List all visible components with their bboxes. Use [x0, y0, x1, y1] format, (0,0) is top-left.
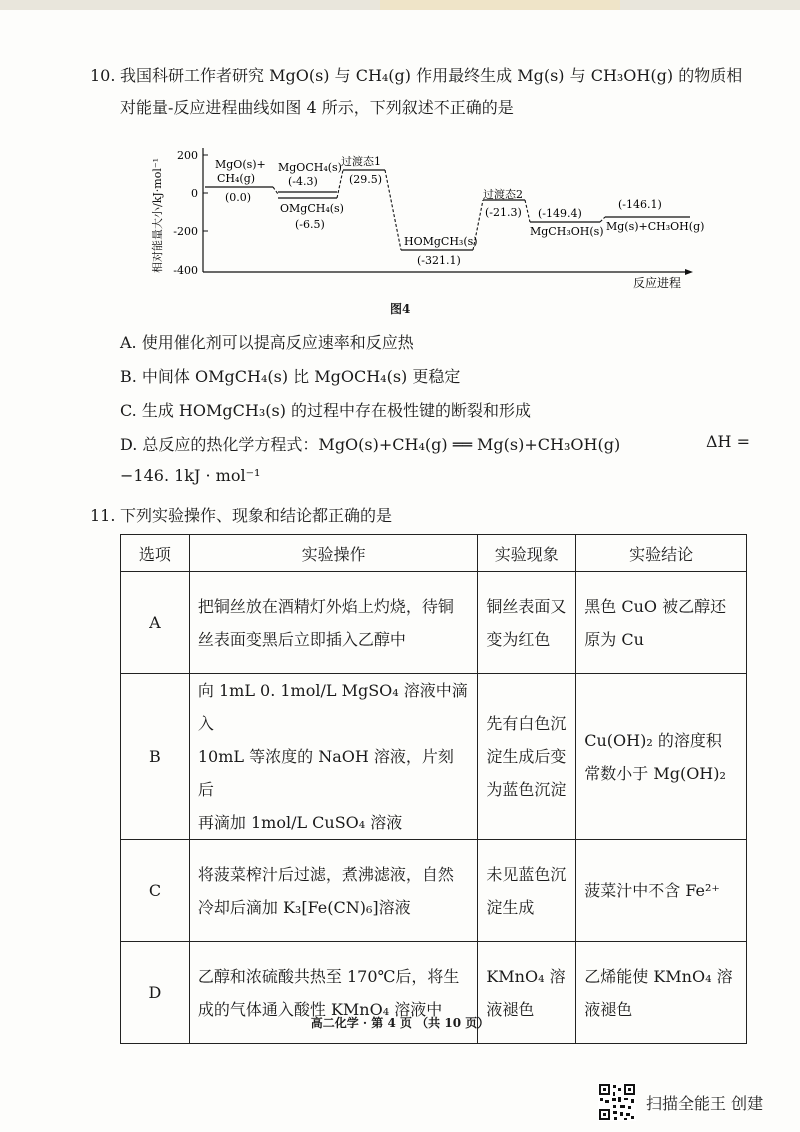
option-a: A. 使用催化剂可以提高反应速率和反应热 [120, 333, 414, 352]
level-value-omgch4: (-6.5) [295, 218, 325, 231]
level-label-homgch3: HOMgCH₃(s) [404, 235, 478, 248]
row-c-phenomenon: 未见蓝色沉 淀生成 [478, 840, 576, 942]
level-value-ts1: (29.5) [349, 173, 383, 186]
level-label-reactants: MgO(s)+ [215, 158, 266, 171]
row-d-option: D [121, 942, 190, 1044]
table-row [121, 572, 747, 674]
option-d-delta-h: ΔH = [706, 432, 750, 451]
header-conclusion: 实验结论 [576, 535, 747, 572]
level-label-products: Mg(s)+CH₃OH(g) [606, 220, 705, 233]
level-value-ts2: (-21.3) [485, 206, 522, 219]
row-a-operation: 把铜丝放在酒精灯外焰上灼烧，待铜 丝表面变黑后立即插入乙醇中 [189, 572, 477, 674]
ytick-0: 0 [191, 187, 198, 200]
level-label-ts1: 过渡态1 [341, 155, 381, 168]
row-d-operation: 乙醇和浓硫酸共热至 170℃后，将生 成的气体通入酸性 KMnO₄ 溶液中 [189, 942, 477, 1044]
level-value-products: (-146.1) [618, 198, 662, 211]
scanner-watermark: 扫描全能王 创建 [646, 1094, 764, 1113]
option-b: B. 中间体 OMgCH₄(s) 比 MgOCH₄(s) 更稳定 [120, 367, 461, 386]
row-c-operation: 将菠菜榨汁后过滤，煮沸滤液，自然 冷却后滴加 K₃[Fe(CN)₆]溶液 [189, 840, 477, 942]
row-c-option: C [121, 840, 190, 942]
experiment-table [120, 534, 747, 1044]
option-d-line1: D. 总反应的热化学方程式：MgO(s)+CH₄(g) ══ Mg(s)+CH₃OH(g) [120, 435, 621, 454]
table-header-row [121, 535, 747, 572]
table-row [121, 674, 747, 840]
page-top-edge [0, 0, 800, 10]
ytick-neg200: -200 [173, 225, 198, 238]
figure-xlabel: 反应进程 [633, 276, 682, 290]
row-c-conclusion: 菠菜汁中不含 Fe²⁺ [576, 840, 747, 942]
table-row [121, 840, 747, 942]
row-d-conclusion: 乙烯能使 KMnO₄ 溶 液褪色 [576, 942, 747, 1044]
level-label-ts2: 过渡态2 [483, 188, 523, 201]
level-value-mgch3oh: (-149.4) [538, 207, 582, 220]
row-b-operation: 向 1mL 0. 1mol/L MgSO₄ 溶液中滴入 10mL 等浓度的 NaOH 溶液，片刻后 再滴加 1mol/L CuSO₄ 溶液 [189, 674, 477, 840]
header-phenomenon: 实验现象 [478, 535, 576, 572]
header-operation: 实验操作 [189, 535, 477, 572]
level-value-mgoch4: (-4.3) [288, 175, 318, 188]
level-label-omgch4: OMgCH₄(s) [280, 202, 344, 215]
option-c: C. 生成 HOMgCH₃(s) 的过程中存在极性键的断裂和形成 [120, 401, 532, 420]
ytick-200: 200 [177, 149, 198, 162]
question-11-number: 11. [90, 506, 116, 525]
level-label-reactants-2: CH₄(g) [217, 172, 256, 185]
question-11-stem: 下列实验操作、现象和结论都正确的是 [120, 506, 393, 525]
figure-caption: 图4 [390, 302, 411, 316]
ytick-neg400: -400 [173, 264, 198, 277]
row-a-option: A [121, 572, 190, 674]
question-10-number: 10. [90, 66, 116, 85]
row-b-option: B [121, 674, 190, 840]
energy-profile-figure [145, 138, 705, 293]
level-value-homgch3: (-321.1) [417, 254, 461, 267]
row-a-phenomenon: 铜丝表面又 变为红色 [478, 572, 576, 674]
level-value-reactants: (0.0) [225, 191, 252, 204]
qr-code-icon [598, 1083, 636, 1121]
question-10-stem-line2: 对能量-反应进程曲线如图 4 所示，下列叙述不正确的是 [120, 98, 514, 117]
page-footer: 高二化学 · 第 4 页 （共 10 页） [310, 1016, 490, 1030]
option-d-line2: −146. 1kJ · mol⁻¹ [120, 466, 261, 485]
row-a-conclusion: 黑色 CuO 被乙醇还 原为 Cu [576, 572, 747, 674]
header-option: 选项 [121, 535, 190, 572]
question-10-stem-line1: 我国科研工作者研究 MgO(s) 与 CH₄(g) 作用最终生成 Mg(s) 与 CH₃OH(g) 的物质相 [120, 66, 743, 85]
figure-ylabel: 相对能量大小/kJ·mol⁻¹ [151, 157, 164, 273]
row-b-phenomenon: 先有白色沉 淀生成后变 为蓝色沉淀 [478, 674, 576, 840]
level-label-mgch3oh: MgCH₃OH(s) [530, 225, 604, 238]
row-d-phenomenon: KMnO₄ 溶 液褪色 [478, 942, 576, 1044]
row-b-conclusion: Cu(OH)₂ 的溶度积 常数小于 Mg(OH)₂ [576, 674, 747, 840]
level-label-mgoch4: MgOCH₄(s) [278, 161, 342, 174]
